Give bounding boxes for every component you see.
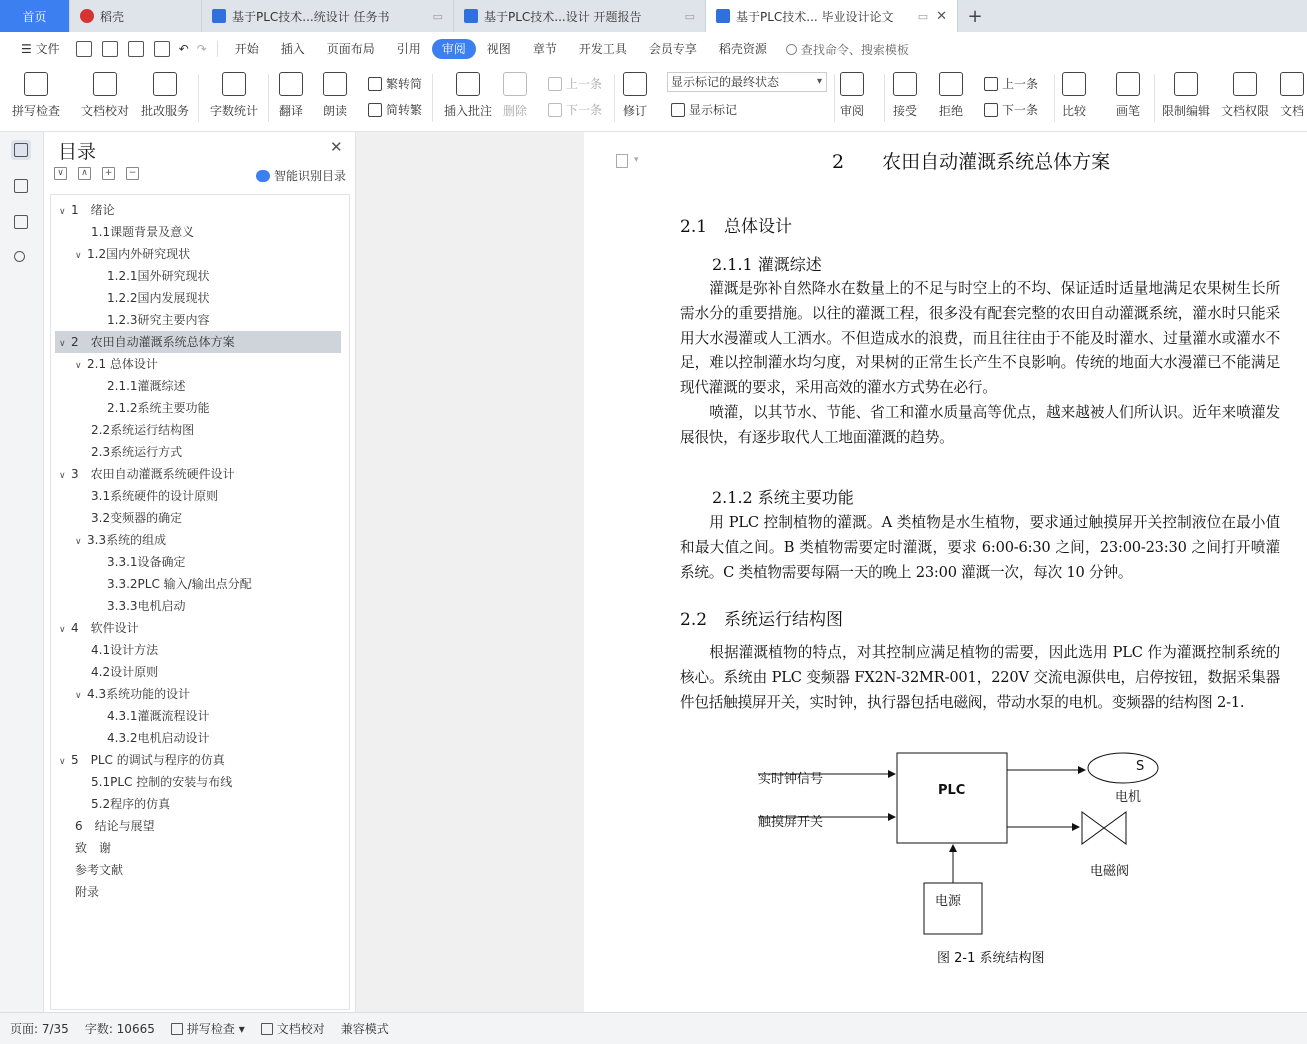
- toc-list: [50, 194, 350, 1010]
- chevron-down-icon[interactable]: ∨: [59, 625, 66, 635]
- next-change-icon: [984, 103, 998, 117]
- tab-docer[interactable]: 稻壳: [70, 0, 202, 32]
- doc-more-icon: [1280, 72, 1304, 96]
- remove-level-icon[interactable]: −: [126, 167, 139, 180]
- toc-icon: [14, 143, 28, 157]
- print-icon[interactable]: [128, 41, 144, 57]
- menu-layout[interactable]: 页面布局: [326, 42, 375, 56]
- separator: [834, 74, 835, 122]
- toc-item-label: 4.3.2电机启动设计: [107, 731, 210, 745]
- toc-item-label: 3.3.1设备确定: [107, 555, 186, 569]
- save-icon[interactable]: [76, 41, 92, 57]
- toc-item[interactable]: [55, 331, 341, 353]
- toc-item[interactable]: [51, 309, 341, 331]
- page-indicator[interactable]: 页面: 7/35: [10, 1022, 69, 1036]
- paragraph-functions: 用 PLC 控制植物的灌溉。A 类植物是水生植物，要求通过触摸屏开关控制液位在最小值和最大值之间。B 类植物需要定时灌溉，要求 6:00-6:30 之间，23:00-23:30 之间打开喷灌系统。C 类植物需要每隔一天的晚上 23:00 灌溉一次，每次 10 分钟。: [680, 514, 1280, 581]
- prev-comment-icon: [548, 77, 562, 91]
- lock-icon: [1174, 72, 1198, 96]
- toc-item[interactable]: [51, 837, 341, 859]
- toc-item-label: 3.1系统硬件的设计原则: [91, 489, 219, 503]
- simp-trad-icon: [368, 103, 382, 117]
- screen-icon: ▭: [432, 9, 443, 23]
- chevron-down-icon[interactable]: ∨: [75, 251, 82, 261]
- menu-developer[interactable]: 开发工具: [578, 42, 627, 56]
- toc-item-label: 1.2.1国外研究现状: [107, 269, 210, 283]
- toc-toggle[interactable]: [11, 140, 31, 160]
- menu-references[interactable]: 引用: [396, 42, 421, 56]
- toc-item[interactable]: [51, 639, 341, 661]
- toc-item-label: 3 农田自动灌溉系统硬件设计: [71, 467, 235, 481]
- new-tab-button[interactable]: +: [967, 5, 983, 27]
- toc-panel: [44, 132, 356, 1012]
- toc-item[interactable]: [51, 353, 341, 375]
- heading-2-1-2: 2.1.2 系统主要功能: [712, 488, 854, 507]
- tab-task-book[interactable]: 基于PLC技术...统设计 任务书 ▭: [202, 0, 454, 32]
- menu-docer-res[interactable]: 稻壳资源: [718, 42, 767, 56]
- robot-icon: [256, 170, 270, 182]
- heading-2-1-1: 2.1.1 灌溉综述: [712, 255, 822, 274]
- screen-icon: ▭: [917, 9, 929, 23]
- toc-item-label: 2.1.2系统主要功能: [107, 401, 210, 415]
- reject-icon: [939, 72, 963, 96]
- prev-change-button[interactable]: 上一条: [984, 75, 1038, 92]
- search-icon: [786, 44, 797, 55]
- tab-proposal[interactable]: 基于PLC技术...设计 开题报告 ▭: [454, 0, 706, 32]
- nav-pane-toggle[interactable]: [11, 176, 31, 196]
- doc-check-icon: [93, 72, 117, 96]
- separator: [1054, 74, 1055, 122]
- plc-box: [897, 753, 1007, 843]
- markup-state-select[interactable]: 显示标记的最终状态 ▾: [667, 72, 827, 92]
- toc-item-label: 4.2设计原则: [91, 665, 159, 679]
- toc-item[interactable]: [51, 815, 341, 837]
- separator: [1154, 74, 1155, 122]
- heading-2-1: 2.1 总体设计: [680, 217, 793, 237]
- menu-view[interactable]: 视图: [486, 42, 511, 56]
- toc-item-label: 1.2国内外研究现状: [87, 247, 191, 261]
- separator: [217, 41, 218, 57]
- toc-item[interactable]: [51, 441, 341, 463]
- delete-comment-icon: [503, 72, 527, 96]
- show-markup-button[interactable]: 显示标记: [671, 101, 737, 118]
- touch-label: 触摸屏开关: [758, 815, 824, 830]
- toc-item[interactable]: [51, 529, 341, 551]
- toc-item[interactable]: [51, 419, 341, 441]
- toc-item-label: 6 结论与展望: [75, 819, 155, 833]
- toc-item[interactable]: [51, 573, 341, 595]
- paragraph-sprinkler: 喷灌，以其节水、节能、省工和灌水质量高等优点，越来越被人们所认识。近年来喷灌发展很快，有逐步取代人工地面灌溉的趋势。: [680, 404, 1280, 446]
- smart-toc-button[interactable]: 智能识别目录: [256, 167, 346, 184]
- chevron-down-icon[interactable]: ∨: [75, 691, 82, 701]
- toc-item-label: 4 软件设计: [71, 621, 139, 635]
- find-toggle[interactable]: [11, 248, 31, 268]
- close-icon[interactable]: ✕: [330, 138, 343, 156]
- track-changes-icon: [623, 72, 647, 96]
- toc-item[interactable]: [51, 397, 341, 419]
- toc-item[interactable]: [51, 771, 341, 793]
- word-count[interactable]: 字数: 10665: [84, 1022, 155, 1036]
- status-doc-check[interactable]: 文档校对: [261, 1020, 325, 1037]
- toc-item[interactable]: [51, 485, 341, 507]
- review-pane-icon: [840, 72, 864, 96]
- restrict-edit-button[interactable]: 限制编辑: [1162, 72, 1210, 119]
- chevron-down-icon[interactable]: ∨: [75, 537, 82, 547]
- toc-item-label: 参考文献: [75, 863, 124, 877]
- chevron-down-icon[interactable]: ∨: [59, 207, 66, 217]
- prev-change-icon: [984, 77, 998, 91]
- toc-item-label: 2.1 总体设计: [87, 357, 158, 371]
- batch-service-icon: [153, 72, 177, 96]
- compare-button[interactable]: 比较: [1062, 72, 1086, 119]
- toc-item-label: 5 PLC 的调试与程序的仿真: [71, 753, 225, 767]
- plc-label: PLC: [938, 783, 966, 798]
- simp-to-trad-button[interactable]: 简转繁: [368, 101, 422, 118]
- clock-label: 实时钟信号: [758, 772, 824, 787]
- compat-mode: 兼容模式: [340, 1022, 389, 1036]
- power-label: 电源: [935, 894, 962, 909]
- toc-item[interactable]: [51, 265, 341, 287]
- toc-tools: [54, 167, 150, 180]
- expand-all-icon[interactable]: ∨: [54, 167, 67, 180]
- doc-more-button[interactable]: 文档: [1280, 72, 1304, 119]
- toc-title: 目录: [58, 141, 97, 163]
- export-icon[interactable]: [102, 41, 118, 57]
- toc-item-label: 致 谢: [75, 841, 112, 855]
- word-doc-icon: [716, 9, 730, 23]
- trad-to-simp-button[interactable]: 繁转简: [368, 75, 422, 92]
- toc-item[interactable]: [51, 243, 341, 265]
- delete-comment-button[interactable]: 删除: [503, 72, 527, 119]
- document-background: [356, 132, 584, 1012]
- toc-item[interactable]: [51, 507, 341, 529]
- heading-2-2: 2.2 系统运行结构图: [680, 610, 844, 630]
- add-level-icon[interactable]: +: [102, 167, 115, 180]
- motor-label: 电机: [1115, 790, 1142, 805]
- separator: [432, 74, 433, 122]
- pen-icon: [1116, 72, 1140, 96]
- word-count-button[interactable]: 字数统计: [210, 72, 258, 119]
- ribbon-review: [0, 66, 1307, 132]
- word-doc-icon: [464, 9, 478, 23]
- toc-item[interactable]: [51, 705, 341, 727]
- status-spell-check[interactable]: 拼写检查 ▾: [171, 1020, 245, 1037]
- side-toolbar: [0, 132, 44, 1012]
- toc-item-label: 5.2程序的仿真: [91, 797, 171, 811]
- menu-bar: [0, 32, 1307, 66]
- next-comment-icon: [548, 103, 562, 117]
- close-tab-icon[interactable]: ✕: [936, 8, 947, 24]
- spell-check-icon: [171, 1023, 183, 1035]
- toc-item-label: 2.1.1灌溉综述: [107, 379, 186, 393]
- translate-icon: [279, 72, 303, 96]
- preview-icon[interactable]: [154, 41, 170, 57]
- chapter-title: 2 农田自动灌溉系统总体方案: [832, 151, 1111, 173]
- toc-item[interactable]: [51, 793, 341, 815]
- toc-item[interactable]: [51, 551, 341, 573]
- toc-item-label: 2.3系统运行方式: [91, 445, 183, 459]
- toc-item[interactable]: [51, 463, 341, 485]
- toc-item-label: 2.2系统运行结构图: [91, 423, 195, 437]
- toc-item-label: 附录: [75, 885, 100, 899]
- docer-icon: [80, 9, 94, 23]
- spell-check-icon: [24, 72, 48, 96]
- paragraph-structure: 根据灌溉植物的特点，对其控制应满足植物的需要，因此选用 PLC 作为灌溉控制系统的核心。系统由 PLC 变频器 FX2N-32MR-001，220V 交流电源供电，启停按钮，数据采集器件包括触摸屏开关，实时钟，执行器包括电磁阀，带动水泵的电机。变频器的结构图 2-1.: [680, 644, 1280, 711]
- collapse-all-icon[interactable]: ∧: [78, 167, 91, 180]
- chevron-down-icon[interactable]: ∨: [59, 471, 66, 481]
- separator: [614, 74, 615, 122]
- doc-permission-button[interactable]: 文档权限: [1221, 72, 1269, 119]
- menu-vip[interactable]: 会员专享: [648, 42, 697, 56]
- menu-section[interactable]: 章节: [532, 42, 557, 56]
- word-count-icon: [222, 72, 246, 96]
- toc-item-label: 1.2.3研究主要内容: [107, 313, 210, 327]
- permission-icon: [1233, 72, 1257, 96]
- toc-item[interactable]: [51, 727, 341, 749]
- page-options-icon[interactable]: [616, 154, 628, 168]
- toc-item-label: 4.3系统功能的设计: [87, 687, 191, 701]
- toc-item[interactable]: [51, 221, 341, 243]
- document-page[interactable]: [584, 132, 1307, 1012]
- toc-item-label: 1 绪论: [71, 203, 115, 217]
- status-bar: [0, 1012, 1307, 1044]
- toc-item-label: 1.1课题背景及意义: [91, 225, 195, 239]
- spell-check-button[interactable]: 拼写检查: [12, 72, 60, 119]
- valve-label: 电磁阀: [1090, 864, 1130, 879]
- command-search[interactable]: 查找命令、搜索模板: [786, 41, 909, 58]
- toc-item[interactable]: [51, 661, 341, 683]
- bookmark-icon: [14, 215, 28, 229]
- translate-button[interactable]: 翻译: [279, 72, 303, 119]
- figure-caption: 图 2-1 系统结构图: [937, 951, 1045, 966]
- tab-bar: [0, 0, 1307, 32]
- toc-item[interactable]: [51, 287, 341, 309]
- toc-item[interactable]: [51, 859, 341, 881]
- review-pane-button[interactable]: 审阅: [840, 72, 864, 119]
- system-structure-diagram: [754, 749, 1174, 949]
- toc-item[interactable]: [51, 881, 341, 903]
- word-doc-icon: [212, 9, 226, 23]
- prev-comment-button[interactable]: 上一条: [548, 75, 602, 92]
- doc-check-button[interactable]: 文档校对: [81, 72, 129, 119]
- toc-item[interactable]: [51, 375, 341, 397]
- toc-item[interactable]: [51, 617, 341, 639]
- motor-ellipse: [1088, 753, 1158, 783]
- screen-icon: ▭: [684, 9, 695, 23]
- menu-insert[interactable]: 插入: [280, 42, 305, 56]
- tab-home[interactable]: 首页: [0, 0, 70, 32]
- separator: [198, 74, 199, 122]
- next-change-button[interactable]: 下一条: [984, 101, 1038, 118]
- read-aloud-button[interactable]: 朗读: [323, 72, 347, 119]
- comment-icon: [456, 72, 480, 96]
- toc-item-label: 3.3系统的组成: [87, 533, 167, 547]
- tab-thesis[interactable]: 基于PLC技术... 毕业设计论文 ▭ ✕: [706, 0, 958, 32]
- pen-button[interactable]: 画笔: [1116, 72, 1140, 119]
- insert-comment-button[interactable]: 插入批注: [444, 72, 492, 119]
- separator: [884, 74, 885, 122]
- next-comment-button[interactable]: 下一条: [548, 101, 602, 118]
- trad-simp-icon: [368, 77, 382, 91]
- search-icon: [14, 251, 25, 262]
- compare-icon: [1062, 72, 1086, 96]
- reject-button[interactable]: 拒绝: [939, 72, 963, 119]
- chevron-down-icon: ▾: [634, 155, 639, 165]
- chevron-down-icon[interactable]: ∨: [75, 361, 82, 371]
- batch-service-button[interactable]: 批改服务: [141, 72, 189, 119]
- chevron-down-icon[interactable]: ∨: [59, 757, 66, 767]
- toc-item-label: 3.2变频器的确定: [91, 511, 183, 525]
- undo-icon[interactable]: ↶: [178, 42, 189, 56]
- separator: [268, 74, 269, 122]
- toc-item-label: 4.3.1灌溉流程设计: [107, 709, 210, 723]
- toc-item-label: 1.2.2国内发展现状: [107, 291, 210, 305]
- paragraph-irrigation: 灌溉是弥补自然降水在数量上的不足与时空上的不均、保证适时适量地满足农果树生长所需水分的重要措施。以往的灌溉工程，很多没有配套完整的农田自动灌溉系统，灌水时只能采用大水漫灌或人工洒水。不但造成水的浪费，而且往往由于不能及时灌水、过量灌水或灌水不足，难以控制灌水均匀度，对果树的正常生长产生不良影响。传统的地面大水漫灌已不能满足现代灌溉的要求，采用高效的灌水方式势在必行。: [680, 280, 1280, 397]
- menu-home[interactable]: 开始: [234, 42, 259, 56]
- read-aloud-icon: [323, 72, 347, 96]
- s-label: S: [1136, 759, 1145, 774]
- toc-item[interactable]: [51, 199, 341, 221]
- toc-item[interactable]: [51, 749, 341, 771]
- bookmark-toggle[interactable]: [11, 212, 31, 232]
- toc-item-label: 4.1设计方法: [91, 643, 159, 657]
- toc-item[interactable]: [51, 683, 341, 705]
- menu-file[interactable]: ☰ 文件: [21, 42, 60, 56]
- accept-button[interactable]: 接受: [893, 72, 917, 119]
- menu-review[interactable]: 审阅: [432, 39, 476, 59]
- toc-item-label: 2 农田自动灌溉系统总体方案: [71, 335, 235, 349]
- show-markup-icon: [671, 103, 685, 117]
- toc-item-label: 5.1PLC 控制的安装与布线: [91, 775, 233, 789]
- toc-item-label: 3.3.2PLC 输入/输出点分配: [107, 577, 252, 591]
- nav-pane-icon: [14, 179, 28, 193]
- valve-symbol: [1082, 812, 1126, 844]
- toc-item[interactable]: [51, 595, 341, 617]
- toc-item-label: 3.3.3电机启动: [107, 599, 186, 613]
- chevron-down-icon[interactable]: ∨: [59, 339, 66, 349]
- accept-icon: [893, 72, 917, 96]
- redo-icon[interactable]: ↷: [196, 42, 207, 56]
- track-changes-button[interactable]: 修订: [623, 72, 647, 119]
- doc-check-icon: [261, 1023, 273, 1035]
